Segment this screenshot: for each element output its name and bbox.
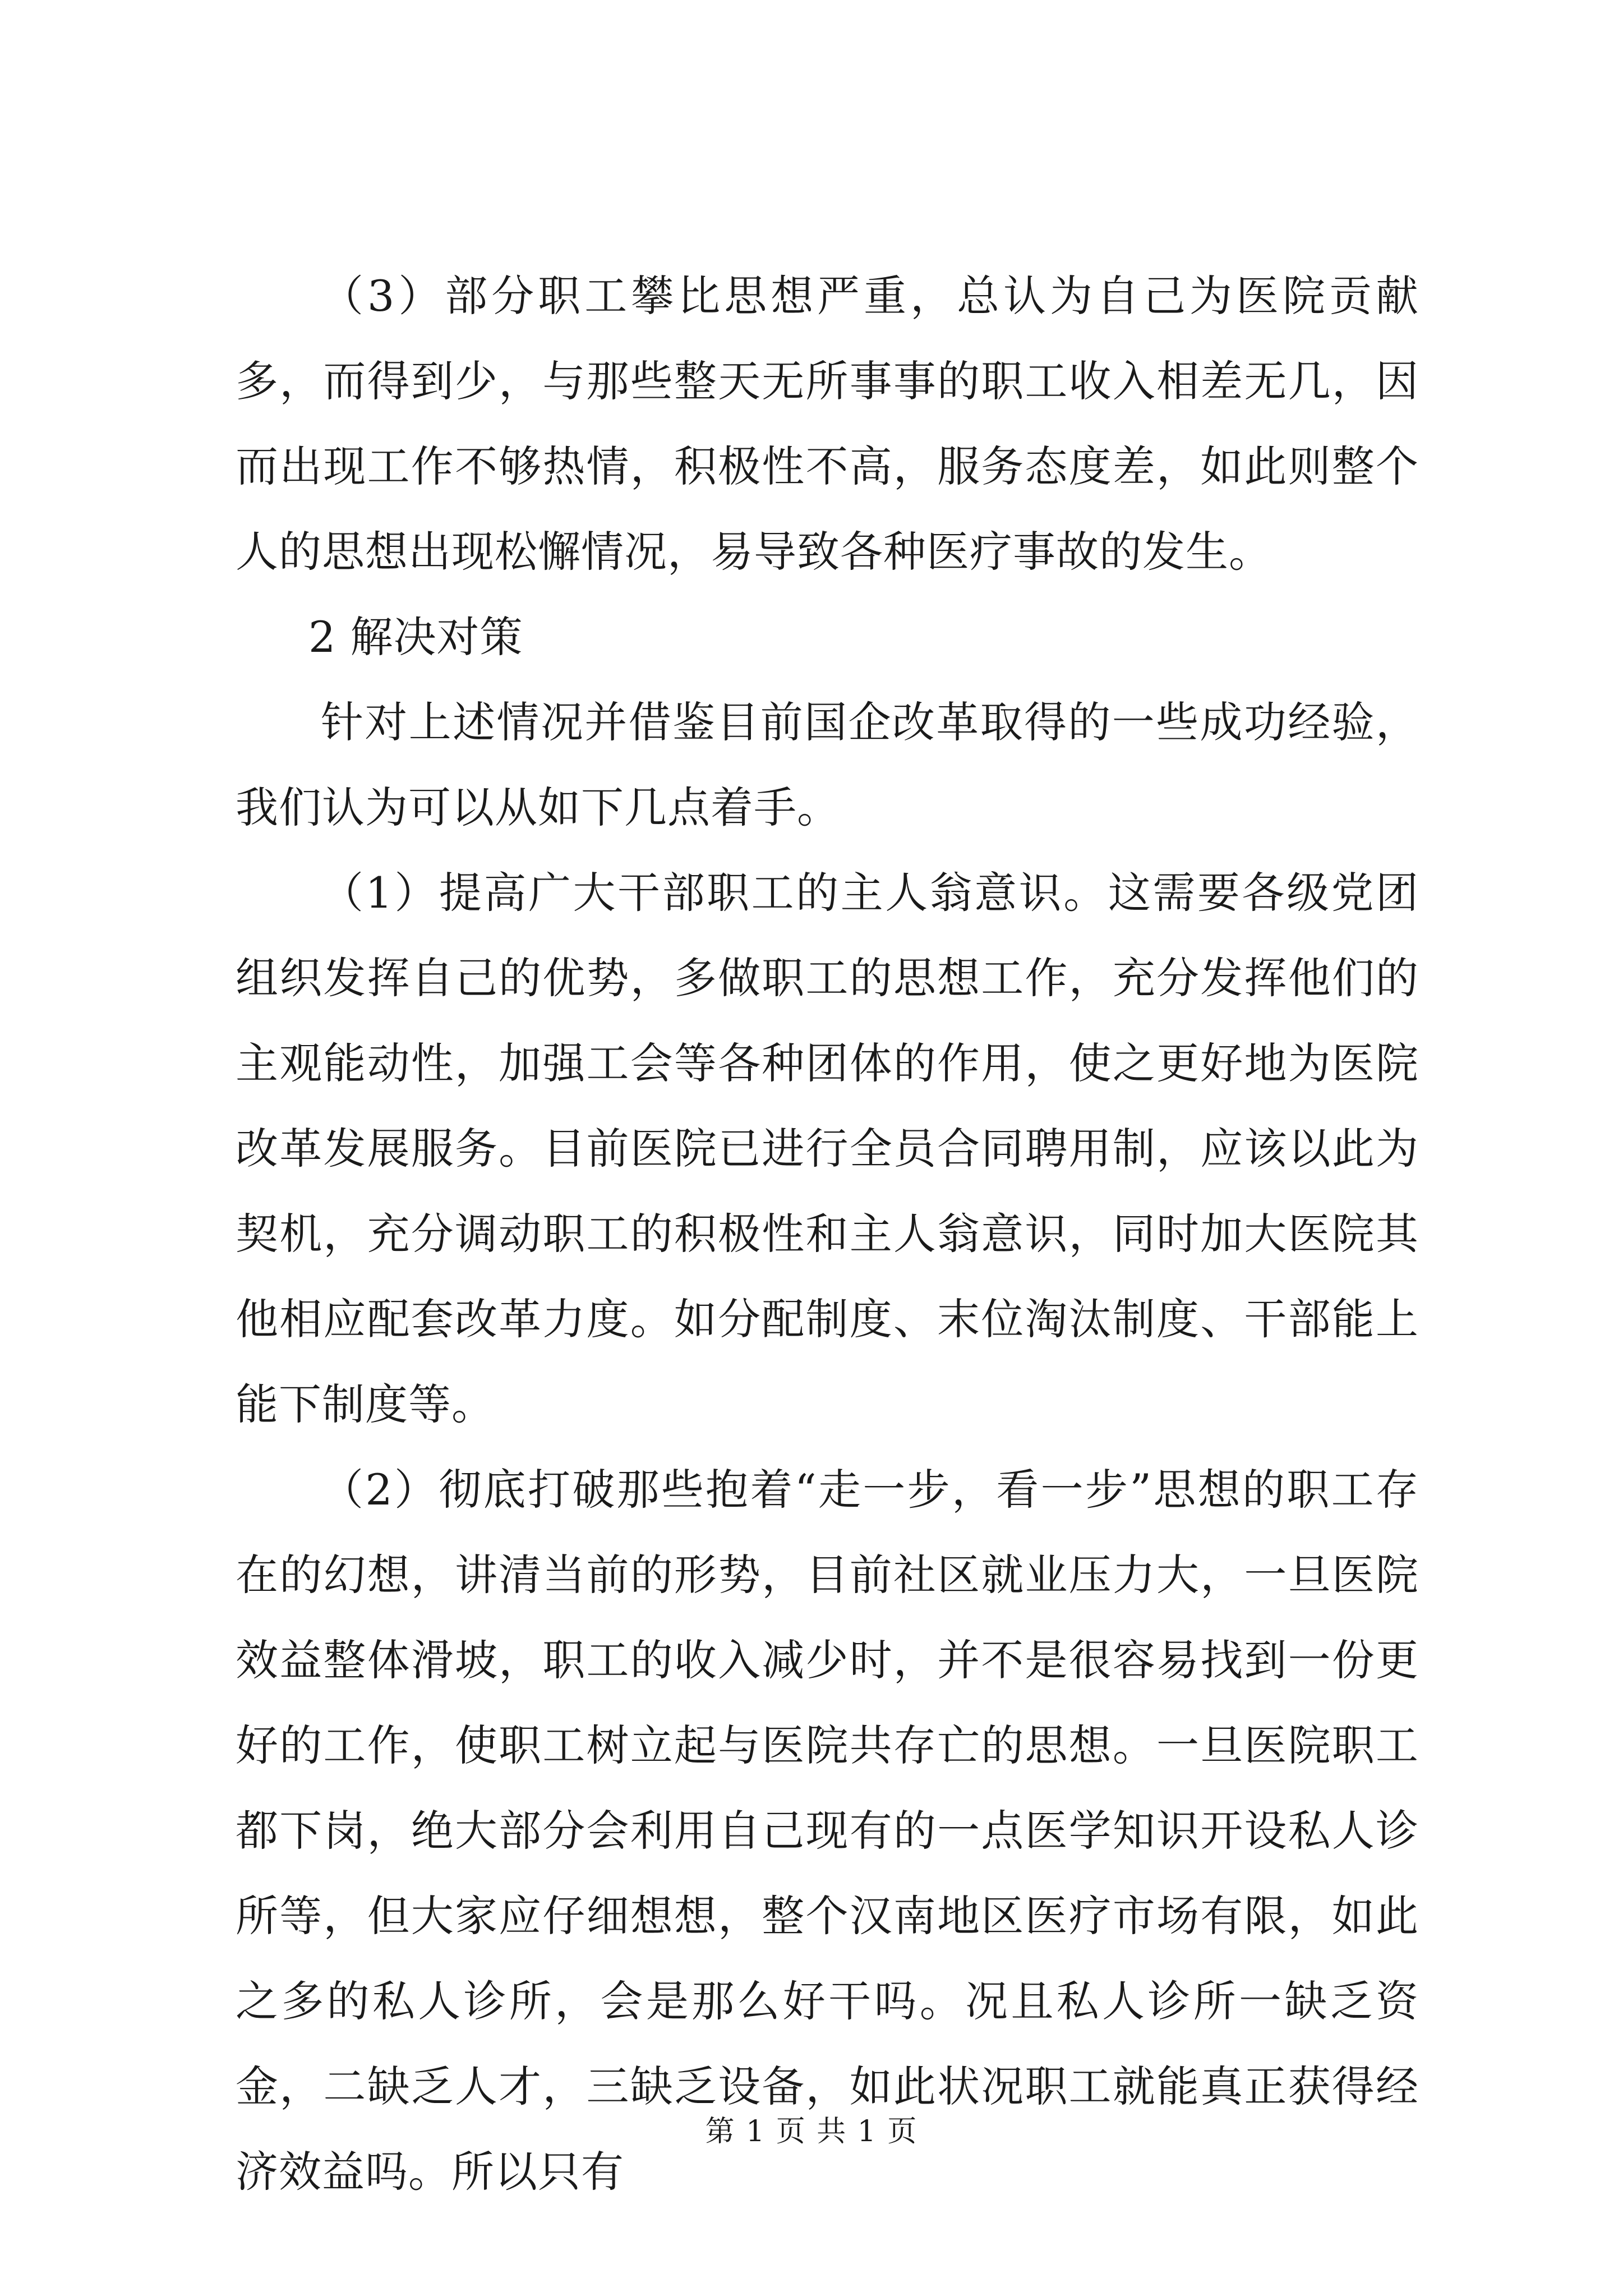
document-body bbox=[236, 254, 1419, 2215]
paragraph-intro-solutions: 针对上述情况并借鉴目前国企改革取得的一些成功经验，我们认为可以从如下几点着手。 bbox=[236, 697, 1419, 832]
paragraph-solution-1: （1）提高广大干部职工的主人翁意识。这需要各级党团组织发挥自己的优势，多做职工的思想工作，充分发挥他们的主观能动性，加强工会等各种团体的作用，使之更好地为医院改革发展服务。目前医院已进行全员合同聘用制，应该以此为契机，充分调动职工的积极性和主人翁意识，同时加大医院其他相应配套改革力度。如分配制度、末位淘汰制度、干部能上能下制度等。 bbox=[236, 868, 1419, 1429]
page-footer: 第 1 页 共 1 页 bbox=[705, 2115, 918, 2148]
paragraph-solution-2: （2）彻底打破那些抱着“走一步，看一步”思想的职工存在的幻想，讲清当前的形势，目前社区就业压力大，一旦医院效益整体滑坡，职工的收入减少时，并不是很容易找到一份更好的工作，使职工树立起与医院共存亡的思想。一旦医院职工都下岗，绝大部分会利用自己现有的一点医学知识开设私人诊所等，但大家应仔细想想，整个汉南地区医疗市场有限，如此之多的私人诊所，会是那么好干吗。况且私人诊所一缺乏资金，二缺乏人才，三缺乏设备，如此状况职工就能真正获得经济效益吗。所以只有 bbox=[236, 1465, 1419, 2197]
section-heading-solutions: 2 解决对策 bbox=[308, 612, 523, 662]
paragraph-point-3: （3）部分职工攀比思想严重，总认为自己为医院贡献多，而得到少，与那些整天无所事事的职工收入相差无几，因而出现工作不够热情，积极性不高，服务态度差，如此则整个人的思想出现松懈情况，易导致各种医疗事故的发生。 bbox=[236, 271, 1419, 577]
